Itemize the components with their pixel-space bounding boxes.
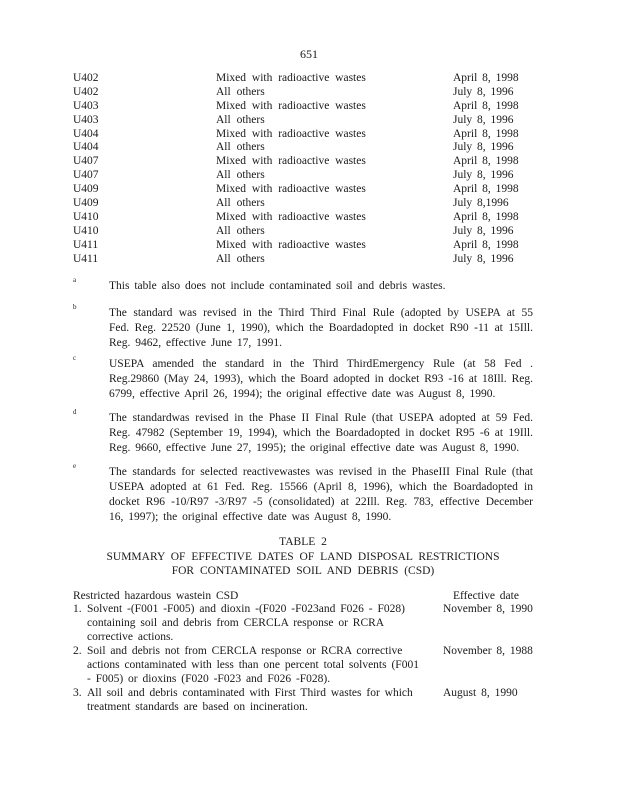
table-row xyxy=(73,211,533,225)
table-row xyxy=(73,253,533,267)
list-item xyxy=(73,602,533,644)
table-row xyxy=(73,169,533,183)
list-item xyxy=(73,644,533,686)
waste-description: Mixed with radioactive wastes xyxy=(216,210,366,223)
footnote-b xyxy=(73,303,533,351)
effective-date: April 8, 1998 xyxy=(453,183,519,196)
item-text: All soil and debris contaminated with First Third wastes for which treatment standards are based on incineration. xyxy=(87,687,413,713)
waste-code: U409 xyxy=(73,197,99,210)
item-date: November 8, 1990 xyxy=(443,603,533,615)
item-text: Solvent -(F001 -F005) and dioxin -(F020 -F023and F026 - F028) containing soil and debris from CERCLA response or RCRA corrective actions. xyxy=(87,603,405,643)
footnote-mark: b xyxy=(73,303,77,311)
footnote-mark: e xyxy=(73,462,77,470)
waste-code: U407 xyxy=(73,155,99,168)
waste-description: Mixed with radioactive wastes xyxy=(216,155,366,168)
table2-title-line2: FOR CONTAMINATED SOIL AND DEBRIS (CSD) xyxy=(171,565,435,577)
waste-code: U404 xyxy=(73,127,99,140)
waste-code: U403 xyxy=(73,113,99,126)
item-text: Soil and debris not from CERCLA response or RCRA corrective actions contaminated with less than one percent total solvents (F001 - F005) or dioxins (F020 -F023 and F026 -F028). xyxy=(87,645,419,685)
waste-description: All others xyxy=(216,85,265,98)
item-date: August 8, 1990 xyxy=(443,687,518,699)
waste-code: U411 xyxy=(73,252,99,265)
effective-date: April 8, 1998 xyxy=(453,99,519,112)
effective-date: April 8, 1998 xyxy=(453,72,519,84)
effective-date: April 8, 1998 xyxy=(453,238,519,251)
effective-date: July 8, 1996 xyxy=(453,141,514,154)
waste-code: U410 xyxy=(73,210,99,223)
waste-code: U404 xyxy=(73,141,99,154)
effective-date: July 8, 1996 xyxy=(453,224,514,237)
column-header-date: Effective date xyxy=(453,590,519,602)
table-row xyxy=(73,72,533,86)
effective-date: July 8, 1996 xyxy=(453,113,514,126)
table-row xyxy=(73,239,533,253)
effective-date: July 8, 1996 xyxy=(453,85,514,98)
effective-date: April 8, 1998 xyxy=(453,210,519,223)
waste-dates-table xyxy=(73,72,533,266)
waste-description: Mixed with radioactive wastes xyxy=(216,127,366,140)
footnote-text: This table also does not include contaminated soil and debris wastes. xyxy=(109,280,446,292)
table2-heading xyxy=(73,535,533,579)
footnote-a xyxy=(73,276,533,294)
item-number: 2. xyxy=(73,645,82,657)
effective-date: April 8, 1998 xyxy=(453,127,519,140)
item-number: 3. xyxy=(73,687,82,699)
waste-code: U407 xyxy=(73,169,99,182)
table2-title-line1: SUMMARY OF EFFECTIVE DATES OF LAND DISPOSAL RESTRICTIONS xyxy=(106,550,500,563)
table-row xyxy=(73,225,533,239)
waste-description: Mixed with radioactive wastes xyxy=(216,99,366,112)
table-row xyxy=(73,141,533,155)
footnote-text: The standards for selected reactivewastes was revised in the PhaseIII Final Rule (that USEPA adopted at 61 Fed. Reg. 15566 (April 8, 1996), which the Boardadopted in docket R96 -10/R97 -3/R97 -5 (consolidated) at 22Ill. Reg. 783, effective December 16, 1997); the original effective date was August 8, 1990. xyxy=(109,466,533,523)
waste-code: U403 xyxy=(73,99,99,112)
waste-code: U409 xyxy=(73,183,99,196)
page-number: 651 xyxy=(300,47,318,61)
waste-code: U402 xyxy=(73,72,99,84)
waste-description: All others xyxy=(216,224,265,237)
footnote-text: The standard was revised in the Third Third Final Rule (adopted by USEPA at 55 Fed. Reg. 22520 (June 1, 1990), which the Boardadopted in docket R90 -11 at 15Ill. Reg. 9462, effective June 17, 1991. xyxy=(109,307,533,349)
footnote-mark: c xyxy=(73,354,77,362)
effective-date: April 8, 1998 xyxy=(453,155,519,168)
footnote-c xyxy=(73,354,533,402)
item-number: 1. xyxy=(73,603,82,615)
waste-description: All others xyxy=(216,169,265,182)
footnote-text: USEPA amended the standard in the Third ThirdEmergency Rule (at 58 Fed . Reg.29860 (May 24, 1993), which the Board adopted in docket R93 -16 at 18Ill. Reg. 6799, effective April 26, 1994); the original effective date was August 8, 1990. xyxy=(109,358,533,400)
table-row xyxy=(73,86,533,100)
column-header-waste: Restricted hazardous wastein CSD xyxy=(73,590,239,602)
effective-date: July 8,1996 xyxy=(453,197,509,210)
waste-code: U411 xyxy=(73,238,99,251)
table-row xyxy=(73,197,533,211)
table-row xyxy=(73,183,533,197)
waste-description: All others xyxy=(216,141,265,154)
table-row xyxy=(73,100,533,114)
waste-code: U402 xyxy=(73,85,99,98)
waste-description: All others xyxy=(216,113,265,126)
waste-code: U410 xyxy=(73,224,99,237)
footnote-mark: a xyxy=(73,276,77,284)
table-row xyxy=(73,128,533,142)
item-date: November 8, 1988 xyxy=(443,645,533,657)
table2-column-headers xyxy=(73,589,533,603)
waste-description: Mixed with radioactive wastes xyxy=(216,183,366,196)
waste-description: Mixed with radioactive wastes xyxy=(216,238,366,251)
table2-label: TABLE 2 xyxy=(279,536,327,548)
effective-date: July 8, 1996 xyxy=(453,252,514,265)
waste-description: All others xyxy=(216,197,265,210)
table-row xyxy=(73,155,533,169)
effective-date: July 8, 1996 xyxy=(453,169,514,182)
list-item xyxy=(73,686,533,714)
footnote-text: The standardwas revised in the Phase II Final Rule (that USEPA adopted at 59 Fed. Reg. 47982 (September 19, 1994), which the Boardadopted in docket R95 -6 at 19Ill. Reg. 9660, effective June 27, 1995); the original effective date was August 8, 1990. xyxy=(109,412,533,454)
waste-description: All others xyxy=(216,252,265,265)
table-row xyxy=(73,114,533,128)
footnote-mark: d xyxy=(73,408,77,416)
footnote-d xyxy=(73,408,533,456)
waste-description: Mixed with radioactive wastes xyxy=(216,72,366,84)
footnote-e xyxy=(73,462,533,525)
